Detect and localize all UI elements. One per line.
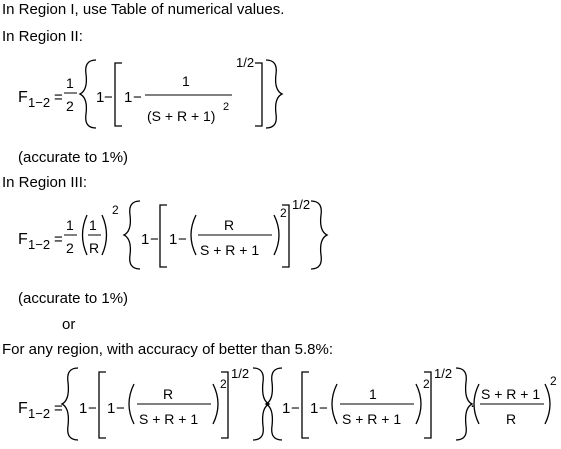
equals-sign: = — [54, 89, 63, 106]
any-region-heading: For any region, with accuracy of better than 5.8%: — [2, 341, 334, 358]
square-exponent: 2 — [423, 377, 430, 391]
b-numerator: 1 — [369, 386, 377, 402]
r-denominator: R — [89, 240, 100, 256]
minus: − — [133, 89, 142, 106]
region3-accuracy: (accurate to 1%) — [18, 290, 129, 307]
multiply-dot: · — [470, 397, 475, 414]
any-region-equation — [0, 360, 561, 449]
right-brace — [311, 201, 327, 269]
c-denominator: R — [506, 411, 517, 427]
r-numerator: 1 — [89, 217, 97, 233]
right-paren — [416, 384, 421, 424]
left-paren — [191, 215, 196, 255]
one: 1 — [169, 231, 178, 248]
f-symbol: F — [18, 231, 28, 248]
equals-sign: = — [54, 231, 63, 248]
half-power: 1/2 — [292, 197, 311, 212]
a-numerator: R — [163, 386, 174, 402]
one: 1 — [96, 89, 105, 106]
left-paren — [332, 384, 337, 424]
region2-heading: In Region II: — [2, 28, 83, 45]
minus: − — [178, 231, 187, 248]
left-brace — [62, 368, 78, 440]
left-paren — [83, 215, 88, 255]
equals-sign: = — [54, 400, 63, 417]
f-symbol: F — [18, 89, 28, 106]
half-power: 1/2 — [231, 366, 250, 381]
one: 1 — [79, 400, 88, 417]
inner-denominator: (S + R + 1) — [147, 108, 216, 124]
half-denominator: 2 — [66, 240, 74, 256]
left-bracket — [160, 205, 167, 267]
region3-equation — [0, 193, 561, 283]
right-paren — [274, 215, 279, 255]
minus: − — [88, 400, 97, 417]
half-power: 1/2 — [434, 366, 453, 381]
a-denominator: S + R + 1 — [139, 411, 199, 427]
square-exponent: 2 — [112, 203, 119, 217]
f-symbol: F — [18, 400, 28, 417]
c-numerator: S + R + 1 — [481, 386, 541, 402]
half-denominator: 2 — [66, 98, 74, 114]
square-exponent: 2 — [280, 206, 287, 220]
right-brace — [266, 60, 282, 128]
region3-heading: In Region III: — [2, 174, 88, 191]
region2-equation — [0, 50, 561, 140]
one: 1 — [310, 400, 319, 417]
right-paren — [545, 384, 550, 424]
minus: − — [104, 89, 113, 106]
half-numerator: 1 — [66, 75, 74, 91]
one: 1 — [107, 400, 116, 417]
left-bracket — [99, 372, 106, 438]
inner-numerator: R — [224, 217, 235, 233]
f-subscript: 1−2 — [28, 237, 51, 252]
one: 1 — [141, 231, 150, 248]
left-brace — [80, 60, 96, 128]
right-paren — [213, 384, 218, 424]
inner-denominator: S + R + 1 — [200, 242, 260, 258]
one: 1 — [124, 89, 133, 106]
one: 1 — [282, 400, 291, 417]
left-paren — [129, 384, 134, 424]
minus: − — [319, 400, 328, 417]
f-subscript: 1−2 — [28, 95, 51, 110]
square-exponent: 2 — [220, 377, 227, 391]
minus: − — [150, 231, 159, 248]
left-bracket — [302, 372, 309, 438]
inner-numerator: 1 — [182, 73, 190, 89]
minus: − — [291, 400, 300, 417]
b-denominator: S + R + 1 — [342, 411, 402, 427]
half-numerator: 1 — [66, 217, 74, 233]
right-paren — [102, 215, 107, 255]
right-bracket — [255, 63, 262, 126]
region2-accuracy: (accurate to 1%) — [18, 149, 129, 166]
f-subscript: 1−2 — [28, 406, 51, 421]
left-bracket — [115, 63, 122, 126]
minus: − — [116, 400, 125, 417]
square-exponent: 2 — [550, 374, 557, 388]
region1-text: In Region I, use Table of numerical values. — [2, 1, 285, 18]
half-power: 1/2 — [236, 55, 255, 70]
or-text: or — [62, 316, 76, 333]
left-brace — [124, 201, 140, 269]
square-exponent: 2 — [223, 101, 230, 113]
